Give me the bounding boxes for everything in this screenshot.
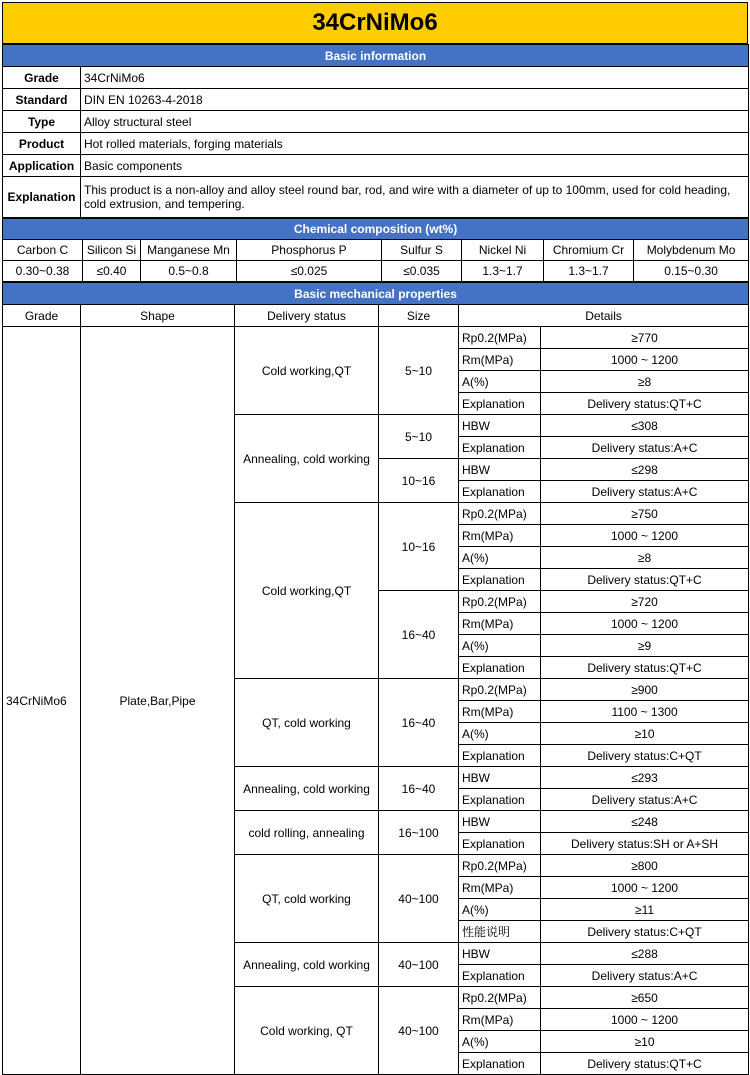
property-name: A(%) — [459, 547, 541, 569]
size-cell: 16~40 — [379, 679, 459, 767]
delivery-status-cell: cold rolling, annealing — [235, 811, 379, 855]
property-value: Delivery status:A+C — [541, 965, 749, 987]
size-cell: 40~100 — [379, 987, 459, 1075]
info-row — [3, 133, 749, 155]
property-value: Delivery status:A+C — [541, 437, 749, 459]
info-label: Application — [3, 155, 81, 177]
delivery-status-cell: Cold working,QT — [235, 327, 379, 415]
property-value: ≥800 — [541, 855, 749, 877]
property-name: Rm(MPa) — [459, 349, 541, 371]
grade-cell: 34CrNiMo6 — [3, 327, 81, 1075]
property-value: Delivery status:C+QT — [541, 745, 749, 767]
property-value: Delivery status:C+QT — [541, 921, 749, 943]
element-value: ≤0.035 — [382, 261, 462, 282]
property-value: ≤248 — [541, 811, 749, 833]
chemical-header-row — [3, 240, 749, 261]
property-name: HBW — [459, 943, 541, 965]
basic-info-header: Basic information — [3, 45, 749, 67]
property-value: 1000 ~ 1200 — [541, 613, 749, 635]
property-name: Explanation — [459, 965, 541, 987]
property-name: Explanation — [459, 393, 541, 415]
property-value: ≥9 — [541, 635, 749, 657]
size-cell: 10~16 — [379, 503, 459, 591]
property-value: ≥10 — [541, 1031, 749, 1053]
chemical-composition-table — [2, 218, 749, 282]
chemical-composition-header: Chemical composition (wt%) — [3, 219, 749, 240]
table-row — [3, 327, 749, 349]
property-name: Explanation — [459, 833, 541, 855]
property-value: ≥8 — [541, 547, 749, 569]
property-name: Rm(MPa) — [459, 525, 541, 547]
element-header: Carbon C — [3, 240, 83, 261]
element-value: ≤0.40 — [83, 261, 141, 282]
property-value: 1000 ~ 1200 — [541, 877, 749, 899]
info-value: This product is a non-alloy and alloy steel round bar, rod, and wire with a diameter of up to 100mm, used for cold heading, cold extrusion, and tempering. — [81, 177, 749, 218]
property-name: A(%) — [459, 1031, 541, 1053]
property-value: Delivery status:QT+C — [541, 1053, 749, 1075]
info-row — [3, 111, 749, 133]
property-name: Rp0.2(MPa) — [459, 987, 541, 1009]
delivery-status-cell: QT, cold working — [235, 679, 379, 767]
info-value: 34CrNiMo6 — [81, 67, 749, 89]
property-name: Explanation — [459, 569, 541, 591]
info-row — [3, 67, 749, 89]
size-cell: 16~100 — [379, 811, 459, 855]
property-name: A(%) — [459, 899, 541, 921]
property-value: Delivery status:SH or A+SH — [541, 833, 749, 855]
property-name: A(%) — [459, 723, 541, 745]
size-cell: 16~40 — [379, 591, 459, 679]
mechanical-column-headers — [3, 305, 749, 327]
property-name: Rp0.2(MPa) — [459, 591, 541, 613]
property-name: Rm(MPa) — [459, 701, 541, 723]
size-cell: 40~100 — [379, 943, 459, 987]
property-value: ≤293 — [541, 767, 749, 789]
delivery-status-cell: Annealing, cold working — [235, 943, 379, 987]
basic-info-rows — [3, 67, 749, 218]
info-value: DIN EN 10263-4-2018 — [81, 89, 749, 111]
delivery-status-cell: Annealing, cold working — [235, 767, 379, 811]
property-value: 1100 ~ 1300 — [541, 701, 749, 723]
property-value: Delivery status:A+C — [541, 789, 749, 811]
property-value: ≥650 — [541, 987, 749, 1009]
property-name: Explanation — [459, 437, 541, 459]
property-value: ≥770 — [541, 327, 749, 349]
col-header-details: Details — [459, 305, 749, 327]
info-value: Alloy structural steel — [81, 111, 749, 133]
info-label: Type — [3, 111, 81, 133]
element-value: ≤0.025 — [237, 261, 382, 282]
element-header: Molybdenum Mo — [634, 240, 749, 261]
shape-cell: Plate,Bar,Pipe — [81, 327, 235, 1075]
property-value: Delivery status:QT+C — [541, 569, 749, 591]
size-cell: 10~16 — [379, 459, 459, 503]
property-value: ≥11 — [541, 899, 749, 921]
property-value: Delivery status:A+C — [541, 481, 749, 503]
property-name: Explanation — [459, 745, 541, 767]
element-header: Nickel Ni — [462, 240, 544, 261]
mechanical-properties-header: Basic mechanical properties — [3, 283, 749, 305]
property-name: A(%) — [459, 635, 541, 657]
element-header: Phosphorus P — [237, 240, 382, 261]
size-cell: 16~40 — [379, 767, 459, 811]
info-label: Grade — [3, 67, 81, 89]
property-name: 性能说明 — [459, 921, 541, 943]
property-value: ≤298 — [541, 459, 749, 481]
property-value: Delivery status:QT+C — [541, 393, 749, 415]
property-name: A(%) — [459, 371, 541, 393]
property-name: Rp0.2(MPa) — [459, 503, 541, 525]
property-value: 1000 ~ 1200 — [541, 525, 749, 547]
property-name: Rp0.2(MPa) — [459, 327, 541, 349]
title-table — [2, 2, 748, 44]
delivery-status-cell: QT, cold working — [235, 855, 379, 943]
element-value: 0.15~0.30 — [634, 261, 749, 282]
mechanical-properties-table — [2, 282, 749, 1075]
info-value: Basic components — [81, 155, 749, 177]
element-header: Sulfur S — [382, 240, 462, 261]
property-value: ≥8 — [541, 371, 749, 393]
mechanical-rows — [3, 327, 749, 1075]
spec-sheet — [2, 2, 748, 1075]
element-header: Chromium Cr — [544, 240, 634, 261]
property-value: 1000 ~ 1200 — [541, 349, 749, 371]
info-row — [3, 177, 749, 218]
property-name: Rp0.2(MPa) — [459, 679, 541, 701]
info-row — [3, 155, 749, 177]
info-row — [3, 89, 749, 111]
element-value: 1.3~1.7 — [462, 261, 544, 282]
info-label: Standard — [3, 89, 81, 111]
element-value: 0.30~0.38 — [3, 261, 83, 282]
property-value: Delivery status:QT+C — [541, 657, 749, 679]
property-name: Rm(MPa) — [459, 877, 541, 899]
info-label: Explanation — [3, 177, 81, 218]
property-name: Rp0.2(MPa) — [459, 855, 541, 877]
element-value: 0.5~0.8 — [141, 261, 237, 282]
property-value: ≥10 — [541, 723, 749, 745]
property-name: Explanation — [459, 481, 541, 503]
size-cell: 5~10 — [379, 327, 459, 415]
property-name: Rm(MPa) — [459, 613, 541, 635]
page-title: 34CrNiMo6 — [3, 3, 748, 44]
property-name: HBW — [459, 811, 541, 833]
property-name: HBW — [459, 415, 541, 437]
element-value: 1.3~1.7 — [544, 261, 634, 282]
delivery-status-cell: Cold working, QT — [235, 987, 379, 1075]
col-header-size: Size — [379, 305, 459, 327]
property-name: Rm(MPa) — [459, 1009, 541, 1031]
property-value: ≤308 — [541, 415, 749, 437]
size-cell: 40~100 — [379, 855, 459, 943]
property-name: Explanation — [459, 1053, 541, 1075]
delivery-status-cell: Annealing, cold working — [235, 415, 379, 503]
property-value: ≥750 — [541, 503, 749, 525]
chemical-value-row — [3, 261, 749, 282]
property-value: ≥720 — [541, 591, 749, 613]
info-label: Product — [3, 133, 81, 155]
basic-info-table — [2, 44, 749, 218]
col-header-delivery: Delivery status — [235, 305, 379, 327]
property-name: HBW — [459, 459, 541, 481]
size-cell: 5~10 — [379, 415, 459, 459]
delivery-status-cell: Cold working,QT — [235, 503, 379, 679]
property-value: 1000 ~ 1200 — [541, 1009, 749, 1031]
property-value: ≤288 — [541, 943, 749, 965]
property-name: Explanation — [459, 657, 541, 679]
element-header: Manganese Mn — [141, 240, 237, 261]
col-header-shape: Shape — [81, 305, 235, 327]
info-value: Hot rolled materials, forging materials — [81, 133, 749, 155]
col-header-grade: Grade — [3, 305, 81, 327]
property-value: ≥900 — [541, 679, 749, 701]
element-header: Silicon Si — [83, 240, 141, 261]
property-name: Explanation — [459, 789, 541, 811]
property-name: HBW — [459, 767, 541, 789]
